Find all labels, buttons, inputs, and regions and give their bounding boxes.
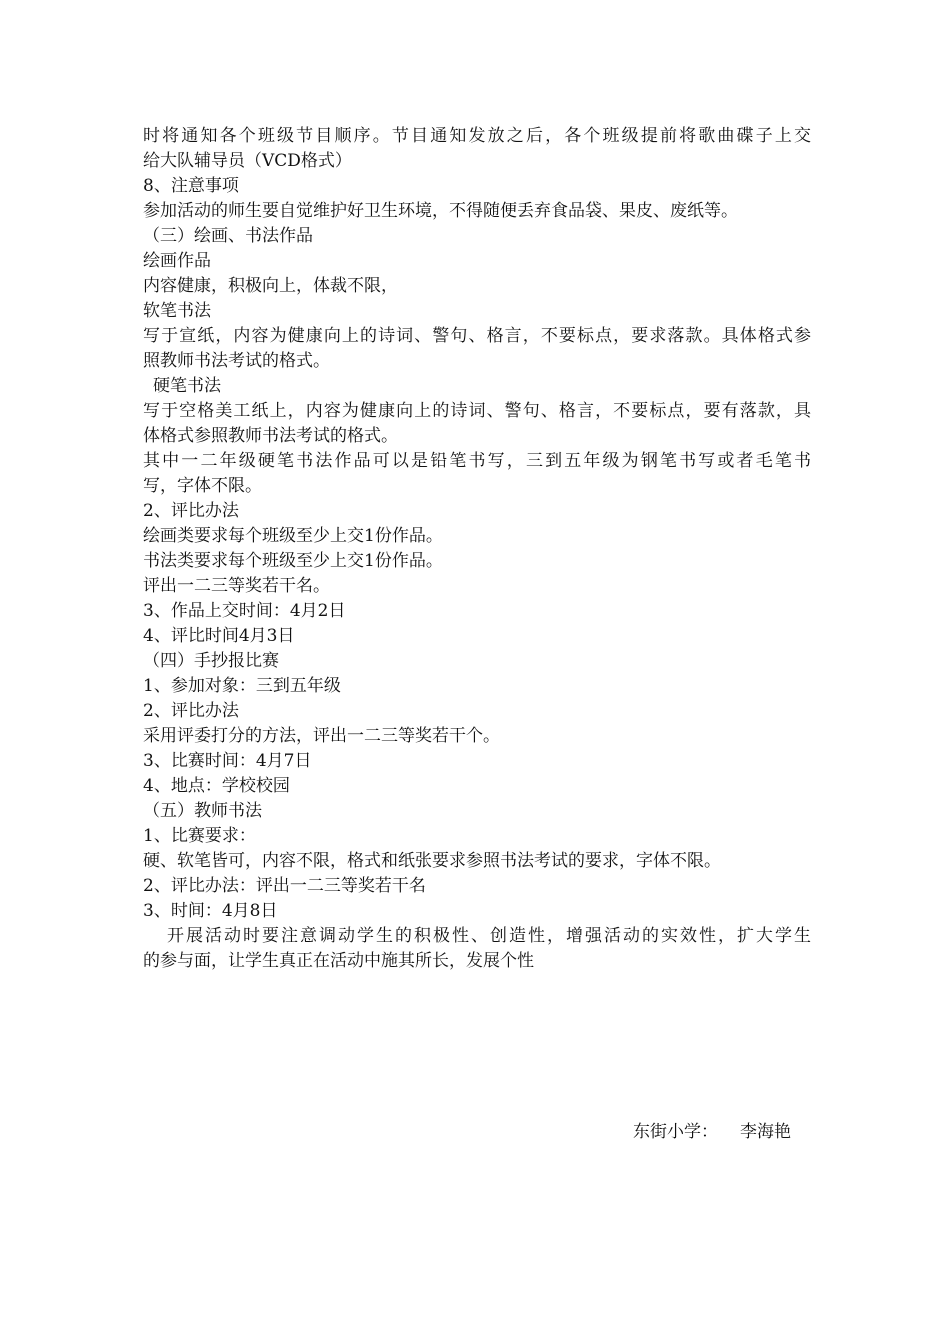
section-heading: （四）手抄报比赛 [143,651,279,671]
section-heading: 1、比赛要求： [143,826,256,846]
paragraph-line: 采用评委打分的方法，评出一二三等奖若干个。 [143,726,500,746]
signature-author: 李海艳 [740,1122,791,1142]
paragraph-line: 其中一二年级硬笔书法作品可以是铅笔书写，三到五年级为钢笔书写或者毛笔书 [143,451,811,471]
paragraph-line: 体格式参照教师书法考试的格式。 [143,426,398,446]
paragraph-line: 书法类要求每个班级至少上交1份作品。 [143,551,443,571]
section-heading: 1、参加对象：三到五年级 [143,676,341,696]
paragraph-line: 照教师书法考试的格式。 [143,351,330,371]
section-heading: 8、注意事项 [143,176,239,196]
section-heading: 3、时间：4月8日 [143,901,278,921]
subsection-heading: 软笔书法 [143,301,211,321]
paragraph-line: 硬、软笔皆可，内容不限，格式和纸张要求参照书法考试的要求，字体不限。 [143,851,721,871]
paragraph-line: 写于空格美工纸上，内容为健康向上的诗词、警句、格言，不要标点，要有落款，具 [143,401,811,421]
subsection-heading: 绘画作品 [143,251,211,271]
section-heading: 2、评比办法 [143,701,239,721]
paragraph-line: 写，字体不限。 [143,476,262,496]
document-body [143,124,811,974]
section-heading: 4、评比时间4月3日 [143,626,295,646]
signature-school: 东街小学： [633,1122,718,1142]
paragraph-line: 绘画类要求每个班级至少上交1份作品。 [143,526,443,546]
signature [633,1120,791,1145]
paragraph-line: 给大队辅导员（VCD格式） [143,151,352,171]
paragraph-line: 内容健康，积极向上，体裁不限， [143,276,398,296]
section-heading: 3、作品上交时间：4月2日 [143,601,346,621]
paragraph-line: 时将通知各个班级节目顺序。节目通知发放之后，各个班级提前将歌曲碟子上交 [143,126,811,146]
section-heading: 2、评比办法 [143,501,239,521]
paragraph-line: 参加活动的师生要自觉维护好卫生环境，不得随便丢弃食品袋、果皮、废纸等。 [143,201,738,221]
subsection-heading: 硬笔书法 [153,376,221,396]
paragraph-line: 开展活动时要注意调动学生的积极性、创造性，增强活动的实效性，扩大学生 [167,926,811,946]
section-heading: 4、地点：学校校园 [143,776,290,796]
paragraph-line: 写于宣纸，内容为健康向上的诗词、警句、格言，不要标点，要求落款。具体格式参 [143,326,811,346]
paragraph-line: 的参与面，让学生真正在活动中施其所长，发展个性 [143,951,534,971]
section-heading: （五）教师书法 [143,801,262,821]
paragraph-line: 评出一二三等奖若干名。 [143,576,330,596]
section-heading: 2、评比办法：评出一二三等奖若干名 [143,876,426,896]
section-heading: （三）绘画、书法作品 [143,226,313,246]
section-heading: 3、比赛时间：4月7日 [143,751,312,771]
